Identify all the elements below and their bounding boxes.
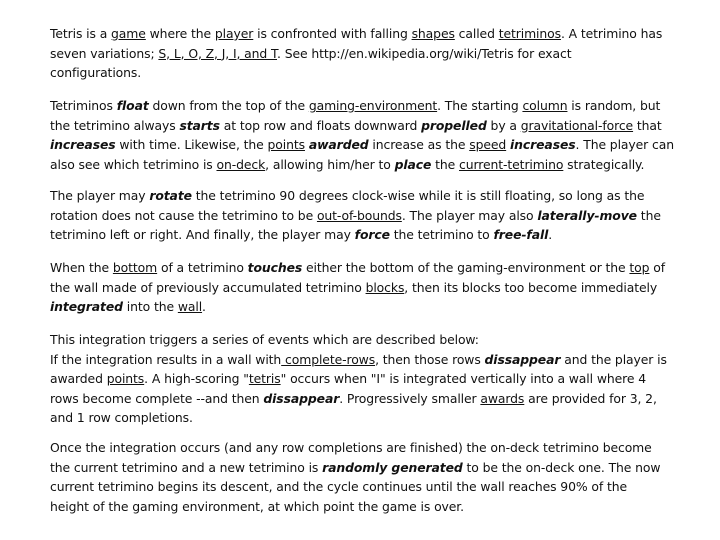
text-line: [50, 24, 690, 44]
underlined-term: player: [214, 26, 254, 41]
text-run: awarded: [50, 371, 107, 386]
text-run: rotation does not cause the tetrimino to be: [50, 207, 317, 223]
underlined-term: on-deck: [216, 156, 266, 172]
emphasized-term: dissappear: [484, 351, 561, 367]
underlined-term: game: [111, 26, 146, 41]
text-run: rows become complete --and then: [50, 390, 264, 406]
text-run: is random, but: [567, 98, 661, 113]
emphasized-term: force: [354, 227, 390, 242]
text-run: increase as the: [368, 137, 470, 152]
text-run: where the: [145, 26, 215, 41]
text-run: to be the on-deck one. The now: [462, 459, 661, 475]
text-run: , then those rows: [375, 351, 485, 367]
underlined-term: points: [106, 371, 145, 386]
text-run: configurations.: [50, 65, 142, 80]
text-line: [50, 438, 690, 458]
paragraph-integration: [50, 258, 690, 317]
underlined-term: S, L, O, Z, J, I, and T: [158, 45, 278, 61]
text-run: . See http://en.wikipedia.org/wiki/Tetris for exact: [277, 45, 572, 61]
underlined-term: bottom: [112, 260, 158, 275]
underlined-term: points: [267, 137, 305, 152]
emphasized-term: rotate: [149, 188, 192, 203]
text-line: [50, 369, 690, 389]
text-run: .: [202, 299, 206, 314]
text-run: also see which tetrimino is: [50, 156, 217, 172]
paragraph-row-completion: [50, 330, 690, 428]
text-run: the tetrimino always: [50, 117, 180, 133]
underlined-term: gaming-environment: [308, 98, 438, 113]
text-run: the tetrimino 90 degrees clock-wise while it is still floating, so long as the: [191, 188, 645, 203]
paragraph-intro: [50, 24, 690, 83]
text-run: . The player may also: [401, 207, 538, 223]
text-run: of a tetrimino: [157, 260, 248, 275]
text-run: Tetriminos: [50, 98, 117, 113]
text-run: the: [636, 207, 661, 223]
text-run: . The player can: [575, 137, 674, 152]
text-run: Once the integration occurs (and any row completions are finished) the on-deck tetrimino become: [50, 440, 652, 455]
emphasized-term: touches: [247, 260, 303, 275]
text-run: " occurs when "I" is integrated vertically into a wall where 4: [280, 371, 646, 386]
text-line: [50, 206, 690, 226]
text-run: The player may: [50, 188, 150, 203]
text-run: , then its blocks too become immediately: [404, 279, 658, 295]
text-line: [50, 408, 690, 428]
text-line: [50, 135, 690, 155]
text-line: [50, 297, 690, 317]
text-run: Tetris is a: [50, 26, 112, 41]
underlined-term: tetris: [248, 371, 281, 386]
text-run: is confronted with falling: [253, 26, 412, 41]
text-run: This integration triggers a series of events which are described below:: [50, 332, 479, 347]
underlined-term: awards: [480, 390, 525, 406]
text-run: are provided for 3, 2,: [524, 390, 657, 406]
text-run: current tetrimino begins its descent, and the cycle continues until the wall reaches 90% of the: [50, 479, 627, 494]
paragraph-floating: [50, 96, 690, 174]
text-run: , allowing him/her to: [265, 156, 395, 172]
underlined-term: shapes: [411, 26, 455, 41]
emphasized-term: laterally-move: [537, 207, 637, 223]
text-line: [50, 116, 690, 136]
text-run: called: [454, 26, 499, 41]
text-line: [50, 63, 690, 83]
text-run: down from the top of the: [148, 98, 309, 113]
text-line: [50, 350, 690, 370]
text-run: height of the gaming environment, at which point the game is over.: [50, 498, 464, 514]
emphasized-term: increases: [50, 137, 116, 152]
text-run: If the integration results in a wall with: [50, 351, 282, 367]
text-line: [50, 458, 690, 478]
text-run: seven variations;: [50, 45, 159, 61]
text-run: the current tetrimino and a new tetrimino is: [50, 459, 323, 475]
emphasized-term: starts: [179, 117, 220, 133]
text-run: either the bottom of the gaming-environment or the: [302, 260, 630, 275]
underlined-term: complete-rows: [281, 351, 376, 367]
text-line: [50, 389, 690, 409]
paragraph-cycle: [50, 438, 690, 516]
text-run: .: [548, 227, 553, 242]
underlined-term: gravitational-force: [520, 117, 634, 133]
underlined-term: top: [629, 260, 650, 275]
text-line: [50, 497, 690, 517]
text-run: the tetrimino to: [389, 227, 494, 242]
emphasized-term: free-fall: [493, 227, 549, 242]
text-run: strategically.: [563, 156, 645, 172]
emphasized-term: increases: [510, 137, 576, 152]
text-line: [50, 44, 690, 64]
underlined-term: out-of-bounds: [316, 207, 402, 223]
text-run: and 1 row completions.: [50, 410, 193, 425]
text-run: by a: [486, 117, 521, 133]
text-line: [50, 278, 690, 298]
text-run: with time. Likewise, the: [115, 137, 268, 152]
emphasized-term: integrated: [50, 299, 123, 314]
emphasized-term: place: [394, 156, 432, 172]
text-run: of: [649, 260, 666, 275]
underlined-term: wall: [177, 299, 203, 314]
text-run: the: [431, 156, 460, 172]
text-run: and the player is: [560, 351, 667, 367]
emphasized-term: float: [116, 98, 149, 113]
text-run: the wall made of previously accumulated tetrimino: [50, 279, 366, 295]
text-run: . The starting: [437, 98, 523, 113]
emphasized-term: propelled: [421, 117, 487, 133]
text-line: [50, 186, 690, 206]
text-line: [50, 330, 690, 350]
text-run: that: [633, 117, 662, 133]
text-run: tetrimino left or right. And finally, the player may: [50, 227, 355, 242]
text-run: at top row and floats downward: [219, 117, 422, 133]
text-line: [50, 477, 690, 497]
text-run: . A tetrimino has: [560, 26, 663, 41]
underlined-term: current-tetrimino: [459, 156, 564, 172]
underlined-term: blocks: [365, 279, 405, 295]
text-run: . Progressively smaller: [339, 390, 481, 406]
underlined-term: tetriminos: [498, 26, 561, 41]
emphasized-term: randomly generated: [322, 459, 463, 475]
text-run: When the: [50, 260, 113, 275]
text-line: [50, 258, 690, 278]
text-line: [50, 225, 690, 245]
text-line: [50, 155, 690, 175]
text-run: . A high-scoring ": [144, 371, 249, 386]
text-line: [50, 96, 690, 116]
underlined-term: column: [522, 98, 568, 113]
emphasized-term: dissappear: [263, 390, 340, 406]
text-run: into the: [122, 299, 178, 314]
emphasized-term: awarded: [308, 137, 369, 152]
underlined-term: speed: [469, 137, 507, 152]
paragraph-controls: [50, 186, 690, 245]
